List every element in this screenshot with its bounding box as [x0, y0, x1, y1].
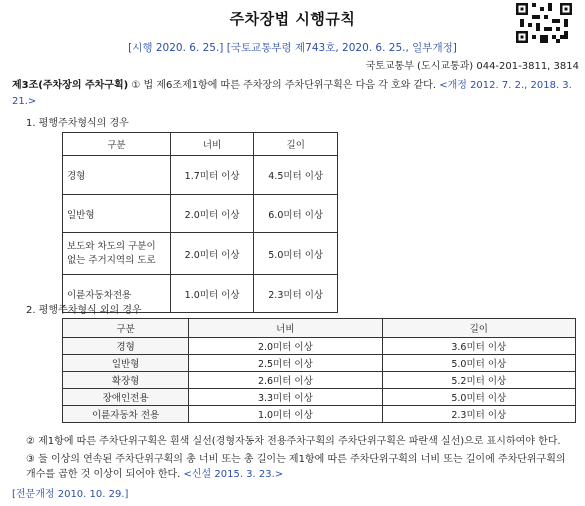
enforcement-info: [시행 2020. 6. 25.] [국토교통부령 제743호, 2020. 6. 25., 일부개정]	[128, 42, 457, 54]
article-heading: 제3조(주차장의 주차구획)	[12, 80, 129, 91]
non-parallel-parking-table	[62, 318, 576, 423]
length-cell: 2.3미터 이상	[254, 275, 338, 313]
width-cell: 2.6미터 이상	[189, 372, 382, 389]
table-row	[63, 389, 576, 406]
table-row	[63, 372, 576, 389]
column-header: 길이	[382, 319, 575, 338]
width-cell: 2.5미터 이상	[189, 355, 382, 372]
length-cell: 5.0미터 이상	[254, 233, 338, 275]
column-header: 너비	[189, 319, 382, 338]
ministry-contact: 국토교통부 (도시교통과) 044-201-3811, 3814	[365, 61, 579, 72]
table-row	[63, 195, 338, 233]
length-cell: 4.5미터 이상	[254, 156, 338, 195]
document-title: 주차장법 시행규칙	[229, 10, 356, 28]
article-text: ① 법 제6조제1항에 따른 주차장의 주차단위구획은 다음 각 호와 같다.	[128, 80, 437, 91]
amendment-note[interactable]: <개정 2012. 7. 2., 2018. 3. 21.>	[12, 80, 572, 107]
category-cell: 이륜자동차 전용	[63, 406, 189, 423]
length-cell: 5.2미터 이상	[382, 372, 575, 389]
table-row	[63, 338, 576, 355]
paragraph-3	[26, 452, 578, 482]
category-cell: 일반형	[63, 195, 171, 233]
column-header: 너비	[170, 133, 254, 156]
length-cell: 2.3미터 이상	[382, 406, 575, 423]
length-cell: 6.0미터 이상	[254, 195, 338, 233]
width-cell: 3.3미터 이상	[189, 389, 382, 406]
category-cell: 경형	[63, 156, 171, 195]
width-cell: 2.0미터 이상	[170, 195, 254, 233]
length-cell: 5.0미터 이상	[382, 389, 575, 406]
paragraph-3-amendment[interactable]: <신설 2015. 3. 23.>	[180, 469, 284, 480]
section-1-label: 1. 평행주차형식의 경우	[26, 118, 129, 129]
column-header: 구분	[63, 319, 189, 338]
width-cell: 1.0미터 이상	[170, 275, 254, 313]
length-cell: 5.0미터 이상	[382, 355, 575, 372]
width-cell: 1.0미터 이상	[189, 406, 382, 423]
qr-code-icon	[516, 3, 572, 43]
category-cell: 이륜자동차전용	[63, 275, 171, 313]
table-row	[63, 355, 576, 372]
section-2-label: 2. 평행주차형식 외의 경우	[26, 305, 142, 316]
full-revision-note[interactable]: [전문개정 2010. 10. 29.]	[12, 489, 129, 500]
width-cell: 2.0미터 이상	[189, 338, 382, 355]
length-cell: 3.6미터 이상	[382, 338, 575, 355]
table-header-row	[63, 319, 576, 338]
column-header: 구분	[63, 133, 171, 156]
paragraph-2: ② 제1항에 따른 주차단위구획은 흰색 실선(경형자동차 전용주차구획의 주차단위구획은 파란색 실선)으로 표시하여야 한다.	[26, 436, 561, 447]
table-row	[63, 233, 338, 275]
category-cell: 일반형	[63, 355, 189, 372]
width-cell: 2.0미터 이상	[170, 233, 254, 275]
category-cell: 장애인전용	[63, 389, 189, 406]
table-row	[63, 156, 338, 195]
table-row	[63, 406, 576, 423]
column-header: 길이	[254, 133, 338, 156]
article-paragraph-1	[12, 78, 577, 110]
width-cell: 1.7미터 이상	[170, 156, 254, 195]
category-cell: 보도와 차도의 구분이 없는 주거지역의 도로	[63, 233, 171, 275]
category-cell: 확장형	[63, 372, 189, 389]
paragraph-3-text: ③ 둘 이상의 연속된 주차단위구획의 총 너비 또는 총 길이는 제1항에 따른 주차단위구획의 너비 또는 길이에 주차단위구획의 개수를 곱한 것 이상이 되어야 한다.	[26, 454, 566, 480]
category-cell: 경형	[63, 338, 189, 355]
parallel-parking-table	[62, 132, 338, 313]
table-header-row	[63, 133, 338, 156]
